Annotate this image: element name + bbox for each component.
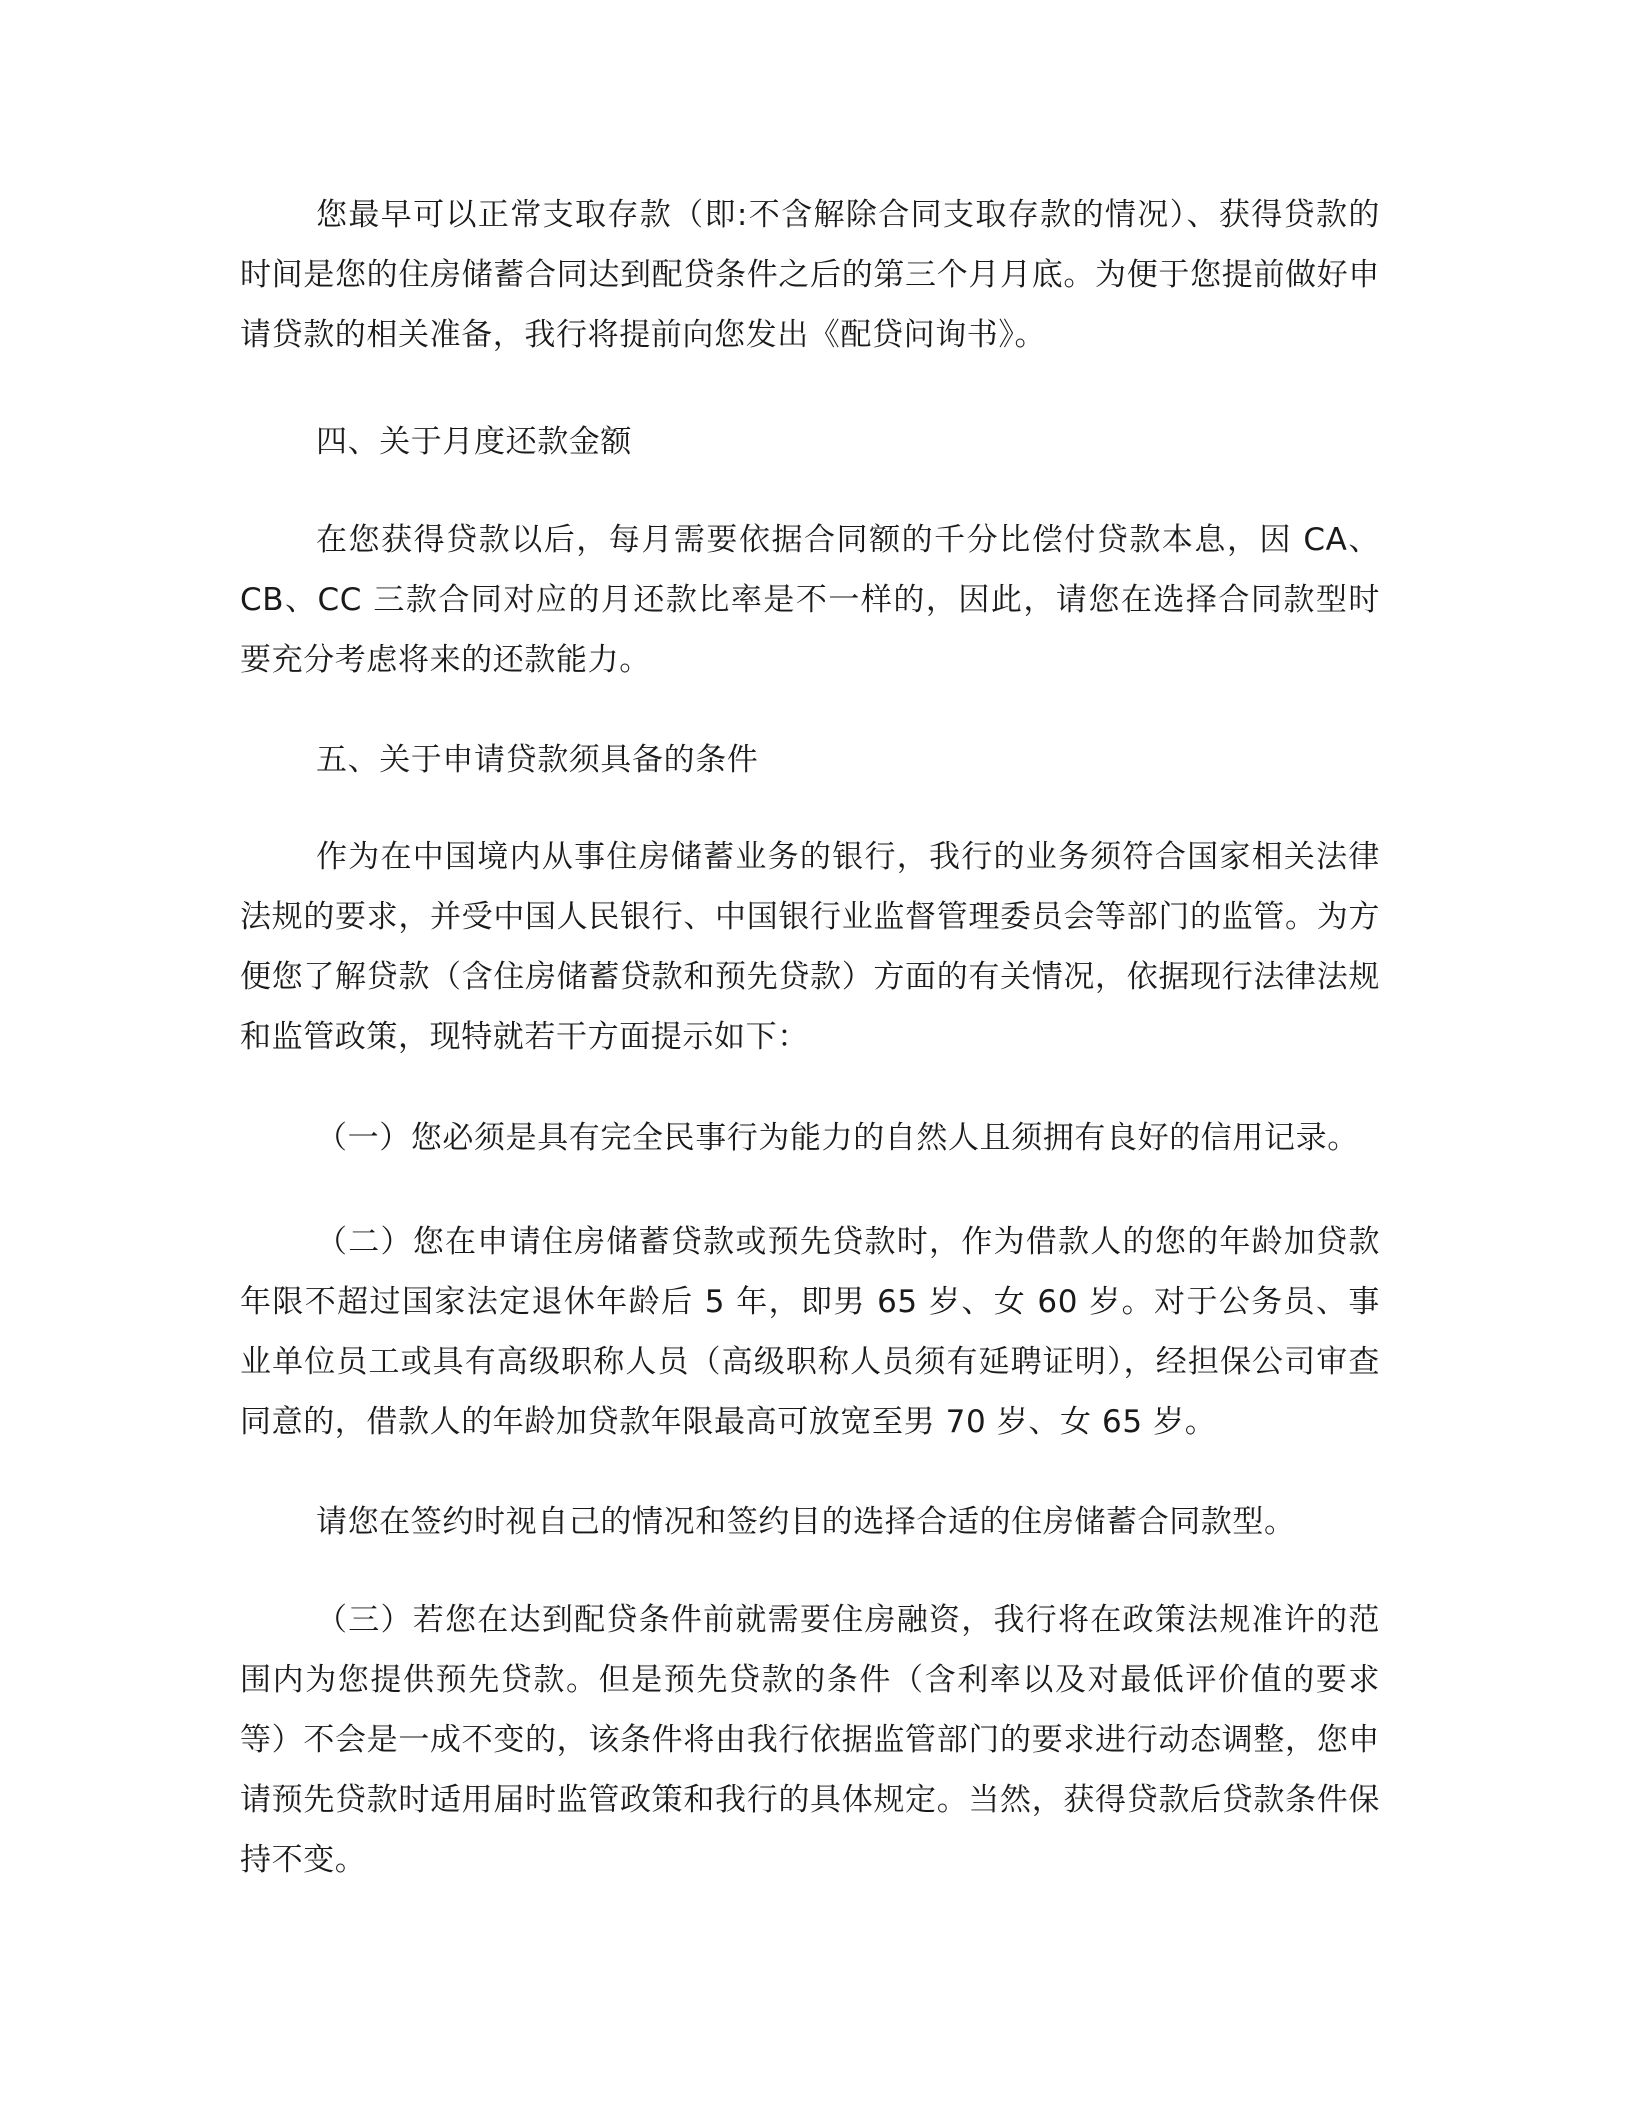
paragraph-withdrawal-timing: 您最早可以正常支取存款（即:不含解除合同支取存款的情况）、获得贷款的时间是您的住房储蓄合同达到配贷条件之后的第三个月月底。为便于您提前做好申请贷款的相关准备，我行将提前向您发出《配贷问询书》。 [240, 197, 1380, 353]
item-advance-loan: （三）若您在达到配贷条件前就需要住房融资，我行将在政策法规准许的范围内为您提供预先贷款。但是预先贷款的条件（含利率以及对最低评价值的要求等）不会是一成不变的，该条件将由我行依据监管部门的要求进行动态调整，您申请预先贷款时适用届时监管政策和我行的具体规定。当然，获得贷款后贷款条件保持不变。 [240, 1602, 1380, 1878]
paragraph-regulatory-notice: 作为在中国境内从事住房储蓄业务的银行，我行的业务须符合国家相关法律法规的要求，并受中国人民银行、中国银行业监督管理委员会等部门的监管。为方便您了解贷款（含住房储蓄贷款和预先贷款）方面的有关情况，依据现行法律法规和监管政策，现特就若干方面提示如下： [240, 839, 1380, 1055]
paragraph-repayment-ratio: 在您获得贷款以后，每月需要依据合同额的千分比偿付贷款本息，因 CA、CB、CC 三款合同对应的月还款比率是不一样的，因此，请您在选择合同款型时要充分考虑将来的还款能力。 [240, 522, 1380, 678]
section-heading-monthly-repayment: 四、关于月度还款金额 [316, 424, 632, 460]
section-heading-loan-conditions: 五、关于申请贷款须具备的条件 [316, 742, 759, 778]
item-age-limit: （二）您在申请住房储蓄贷款或预先贷款时，作为借款人的您的年龄加贷款年限不超过国家法定退休年龄后 5 年，即男 65 岁、女 60 岁。对于公务员、事业单位员工或具有高级职称人员（高级职称人员须有延聘证明），经担保公司审查同意的，借款人的年龄加贷款年限最高可放宽至男 70 岁、女 65 岁。 [240, 1224, 1380, 1440]
paragraph-choose-contract: 请您在签约时视自己的情况和签约目的选择合适的住房储蓄合同款型。 [316, 1504, 1296, 1540]
item-civil-capacity: （一）您必须是具有完全民事行为能力的自然人且须拥有良好的信用记录。 [316, 1120, 1359, 1156]
